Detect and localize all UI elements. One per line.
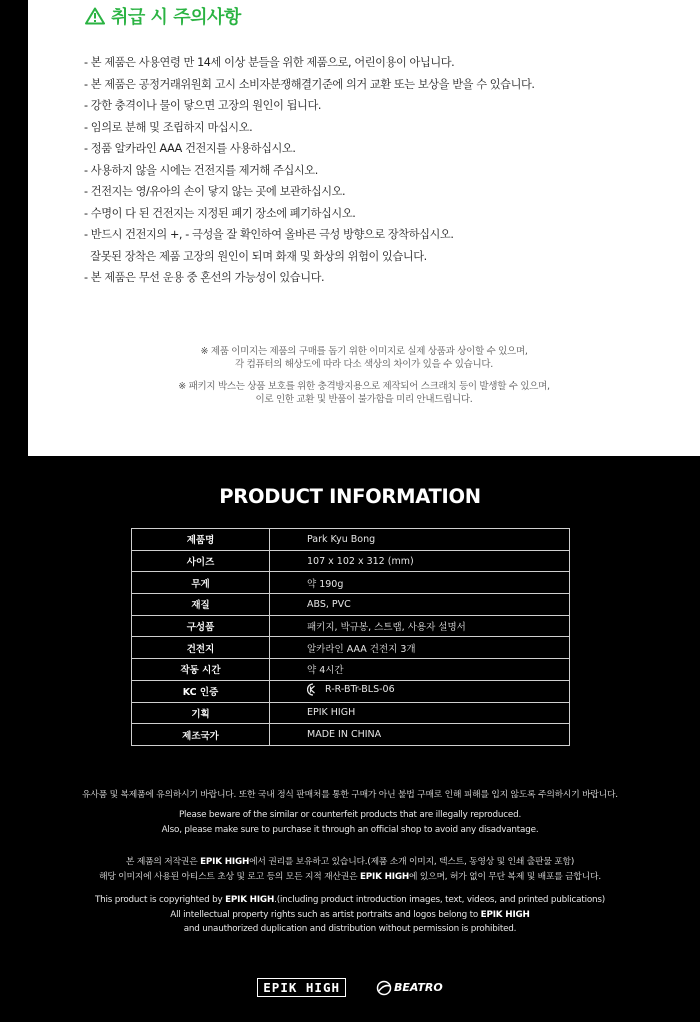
row-label: 무게	[132, 572, 270, 594]
kc-number: R-R-BTr-BLS-06	[325, 684, 395, 696]
caution-item: - 임의로 분해 및 조립하지 마십시오.	[84, 120, 253, 134]
row-value: MADE IN CHINA	[270, 724, 570, 746]
product-info-table	[131, 528, 570, 746]
footer-line: 해당 이미지에 사용된 아티스트 초상 및 로고 등의 모든 지적 재산권은 EPIK HIGH에 있으며, 허가 없이 무단 복제 및 배포를 금합니다.	[99, 871, 601, 882]
row-value: 알카라인 AAA 건전지 3개	[270, 637, 570, 659]
caution-item: - 본 제품은 무선 운용 중 혼선의 가능성이 있습니다.	[84, 271, 325, 284]
table-row	[132, 637, 570, 659]
caution-title	[85, 5, 241, 27]
caution-item: - 건전지는 영/유아의 손이 닿지 않는 곳에 보관하십시오.	[84, 185, 346, 198]
row-value: ABS, PVC	[270, 594, 570, 616]
footer-line: 유사품 및 복제품에 유의하시기 바랍니다. 또한 국내 정식 판매처를 통한 구매가 아닌 불법 구매로 인해 피해를 입지 않도록 주의하시기 바랍니다.	[82, 790, 618, 800]
table-row	[132, 550, 570, 572]
caution-item: - 정품 알카라인 AAA 건전지를 사용하십시오.	[84, 142, 296, 155]
disclaimer-line: ※ 패키지 박스는 상품 보호를 위한 충격방지용으로 제작되어 스크래치 등이 발생할 수 있으며,	[178, 381, 550, 392]
row-value: 107 x 102 x 312 (mm)	[270, 550, 570, 572]
counterfeit-warning-en	[0, 808, 700, 837]
caution-item: - 본 제품은 공정거래위원회 고시 소비자분쟁해결기준에 의거 교환 또는 보상을 받을 수 있습니다.	[84, 77, 535, 91]
caution-item: - 본 제품은 사용연령 만 14세 이상 분들을 위한 제품으로, 어린이용이 아닙니다.	[84, 56, 455, 69]
row-label: 구성품	[132, 615, 270, 637]
table-row	[132, 659, 570, 681]
kc-mark-icon	[307, 683, 319, 696]
footer-line: and unauthorized duplication and distribution without permission is prohibited.	[183, 924, 517, 935]
caution-item: - 수명이 다 된 건전지는 지정된 폐기 장소에 폐기하십시오.	[84, 206, 356, 220]
beatro-logo	[376, 980, 443, 996]
row-value: EPIK HIGH	[270, 702, 570, 724]
row-value: 패키지, 박규봉, 스트랩, 사용자 설명서	[270, 615, 570, 637]
table-row	[132, 680, 570, 702]
caution-list	[84, 52, 535, 289]
caution-item: 잘못된 장착은 제품 고장의 원인이 되며 화재 및 화상의 위험이 있습니다.	[84, 249, 427, 263]
counterfeit-warning-kr	[0, 788, 700, 803]
caution-panel	[28, 0, 700, 456]
table-row	[132, 594, 570, 616]
table-row	[132, 529, 570, 551]
row-label: 기획	[132, 702, 270, 724]
footer-line: This product is copyrighted by EPIK HIGH.(including product introduction images, text, videos, and printed publications)	[94, 895, 606, 905]
epik-high-logo: EPIK HIGH	[257, 978, 346, 997]
row-label: KC 인증	[132, 680, 270, 702]
table-row	[132, 615, 570, 637]
product-info-title: PRODUCT INFORMATION	[219, 485, 481, 508]
row-value: 약 4시간	[270, 659, 570, 681]
table-row	[132, 724, 570, 746]
caution-title-text: 취급 시 주의사항	[111, 7, 241, 28]
row-value: 약 190g	[270, 572, 570, 594]
footer-line: Please beware of the similar or counterfeit products that are illegally reproduced.	[178, 810, 522, 820]
row-label: 제조국가	[132, 724, 270, 746]
row-label: 재질	[132, 594, 270, 616]
disclaimer-line: 이로 인한 교환 및 반품이 불가함을 미리 안내드립니다.	[255, 394, 473, 405]
caution-item: - 반드시 건전지의 +, - 극성을 잘 확인하여 올바른 극성 방향으로 장착하십시오.	[84, 228, 454, 241]
row-label: 작동 시간	[132, 659, 270, 681]
table-row	[132, 702, 570, 724]
brand-logos	[0, 978, 700, 997]
row-value: Park Kyu Bong	[270, 529, 570, 551]
disclaimer-line: 각 컴퓨터의 해상도에 따라 다소 색상의 차이가 있을 수 있습니다.	[234, 359, 493, 370]
footer-line: 본 제품의 저작권은 EPIK HIGH에서 권리를 보유하고 있습니다.(제품 소개 이미지, 텍스트, 동영상 및 인쇄 출판물 포함)	[125, 857, 575, 867]
row-label: 제품명	[132, 529, 270, 551]
copyright-en	[0, 893, 700, 937]
disclaimer-line: ※ 제품 이미지는 제품의 구매를 돕기 위한 이미지로 실제 상품과 상이할 수 있으며,	[200, 346, 528, 357]
caution-item: - 강한 충격이나 물이 닿으면 고장의 원인이 됩니다.	[84, 99, 322, 112]
beatro-swoosh-icon	[376, 980, 392, 996]
row-label: 건전지	[132, 637, 270, 659]
warning-triangle-icon	[85, 7, 105, 25]
beatro-logo-text: BEATRO	[394, 981, 443, 994]
footer-line: All intellectual property rights such as artist portraits and logos belong to EPIK HIGH	[170, 909, 530, 920]
copyright-kr	[0, 855, 700, 884]
row-label: 사이즈	[132, 550, 270, 572]
package-disclaimer	[28, 380, 700, 406]
footer-line: Also, please make sure to purchase it through an official shop to avoid any disadvantage.	[161, 824, 539, 835]
caution-item: - 사용하지 않을 시에는 건전지를 제거해 주십시오.	[84, 163, 318, 177]
row-value	[270, 680, 570, 702]
table-row	[132, 572, 570, 594]
image-disclaimer	[28, 345, 700, 371]
